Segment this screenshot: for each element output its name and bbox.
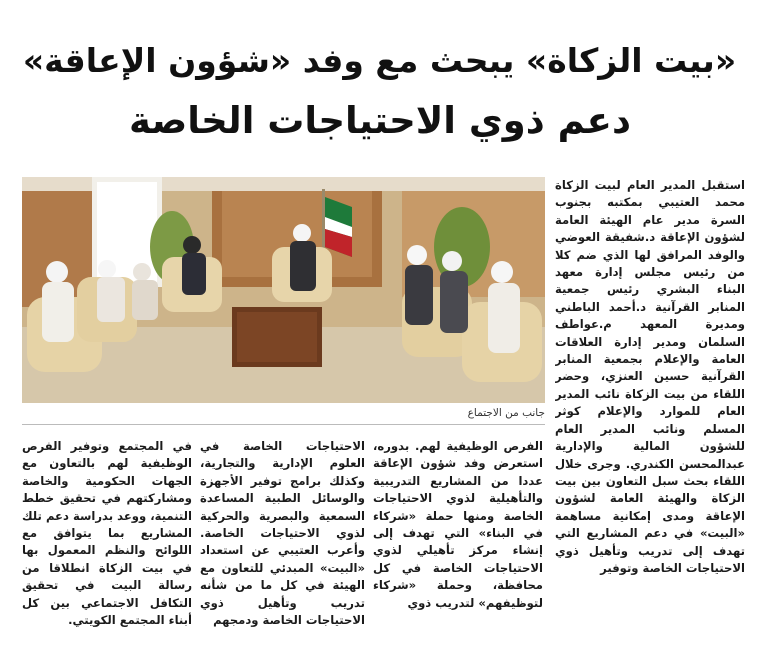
meeting-photo-illustration (22, 177, 545, 403)
meeting-photo (22, 177, 545, 403)
caption-divider (22, 424, 545, 425)
article-text-b3: في المجتمع وتوفير الفرص الوظيفية لهم بالتعاون مع الجهات الحكومية والخاصة ومشاركتهم في تحقيق خطط التنمية، ووعد بدراسة دعم تلك المشاريع بما يتوافق مع اللوائح والنظم المعمول بها في بيت الزكاة انطلاقا من رسالة البيت في تحقيق التكافل الاجتماعي بين كل أبناء المجتمع الكويتي. (22, 439, 192, 628)
article-text-b2: الاحتياجات الخاصة في العلوم الإدارية والتجارية، وكذلك برامج توفير الأجهزة والوسائل الطبية المساعدة السمعية والبصرية والحركية لذوي الاحتياجات الخاصة. وأعرب العتيبي عن استعداد «البيت» المبدئي للتعاون مع الهيئة في كل ما من شأنه تدريب وتأهيل ذوي الاحتياجات الخاصة ودمجهم (200, 439, 365, 628)
photo-caption: جانب من الاجتماع (467, 407, 545, 419)
article-column-bottom-3 (22, 438, 192, 658)
article-column-bottom-2 (200, 438, 365, 658)
article-column-bottom-1 (373, 438, 543, 658)
article-text-right: استقبل المدير العام لبيت الزكاة محمد العتيبي بمكتبه بجنوب السرة مدير عام الهيئة العامة لشؤون الإعاقة د.شفيقة العوضي والوفد المرافق لها الذي ضم كلا من رئيس مجلس إدارة معهد البناء البشري رئيس جمعية المنابر القرآنية د.أحمد الباطني ومديرة المعهد م.عواطف السلمان ومدير إدارة العلاقات العامة والإعلام بجمعية المنابر القرآنية حسين العنزي، وحضر اللقاء من بيت الزكاة نائب المدير العام للموارد والإعلام كوثر المسلم ونائب المدير العام للشؤون المالية والإدارية عبدالمحسن الكندري. وجرى خلال اللقاء بحث سبل التعاون بين بيت الزكاة والهيئة العامة لشؤون الإعاقة ومدى إمكانية مساهمة «البيت» في دعم المشاريع التي تهدف إلى تدريب وتأهيل ذوي الاحتياجات الخاصة وتوفير (555, 178, 745, 575)
article-text-b1: الفرص الوظيفية لهم. بدوره، استعرض وفد شؤون الإعاقة عددا من المشاريع التدريبية والتأهيلية لذوي الاحتياجات الخاصة ومنها حملة «شركاء في البناء» التي تهدف إلى إنشاء مركز تأهيلي لذوي الاحتياجات الخاصة في كل محافظة، وحملة «شركاء لتوظيفهم» لتدريب ذوي (373, 439, 543, 610)
article-column-right (555, 177, 745, 657)
headline-line-2: دعم ذوي الاحتياجات الخاصة (129, 99, 631, 142)
headline-line-1: «بيت الزكاة» يبحث مع وفد «شؤون الإعاقة» (22, 41, 737, 80)
